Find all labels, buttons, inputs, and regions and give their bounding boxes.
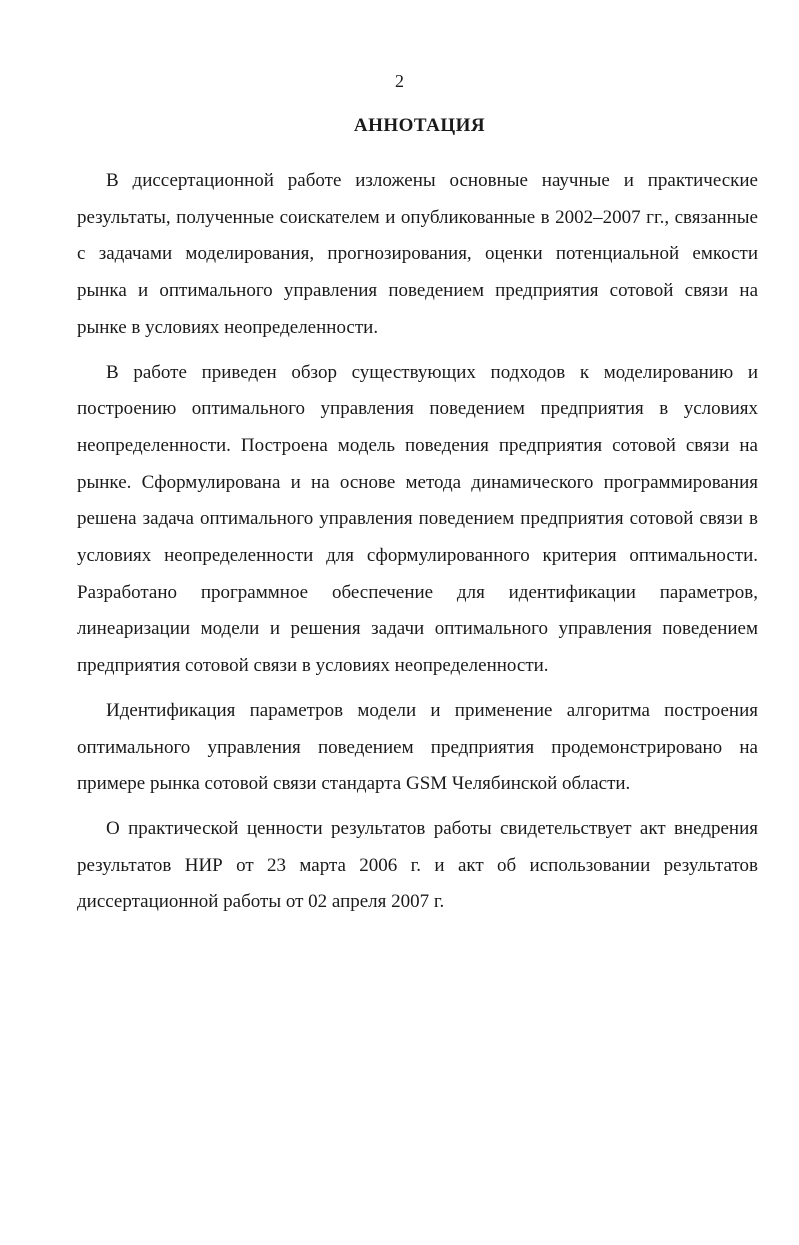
paragraph-1: В диссертационной работе изложены основные научные и практические результаты, полученные соискателем и опубликованные в 2002–2007 гг., связанные с задачами моделирования, прогнозирования, оценки потенциальной емкости рынка и оптимального управления поведением предприятия сотовой связи на рынке в условиях неопределенности. bbox=[77, 170, 758, 338]
annotation-body bbox=[77, 163, 758, 929]
paragraph-4: О практической ценности результатов работы свидетельствует акт внедрения результатов НИР от 23 марта 2006 г. и акт об использовании результатов диссертационной работы от 02 апреля 2007 г. bbox=[77, 817, 758, 913]
paragraph-2: В работе приведен обзор существующих подходов к моделированию и построению оптимального управления поведением предприятия в условиях неопределенности. Построена модель поведения предприятия сотовой связи на рынке. Сформулирована и на основе метода динамического программирования решена задача оптимального управления поведением предприятия сотовой связи в условиях неопределенности для сформулированного критерия оптимальности. Разработано программное обеспечение для идентификации параметров, линеаризации модели и решения задачи оптимального управления поведением предприятия сотовой связи в условиях неопределенности. bbox=[77, 361, 758, 677]
page-title: АННОТАЦИЯ bbox=[353, 115, 486, 136]
paragraph-3: Идентификация параметров модели и применение алгоритма построения оптимального управления поведением предприятия продемонстрировано на примере рынка сотовой связи стандарта GSM Челябинской области. bbox=[77, 699, 758, 795]
page-number: 2 bbox=[395, 71, 404, 91]
